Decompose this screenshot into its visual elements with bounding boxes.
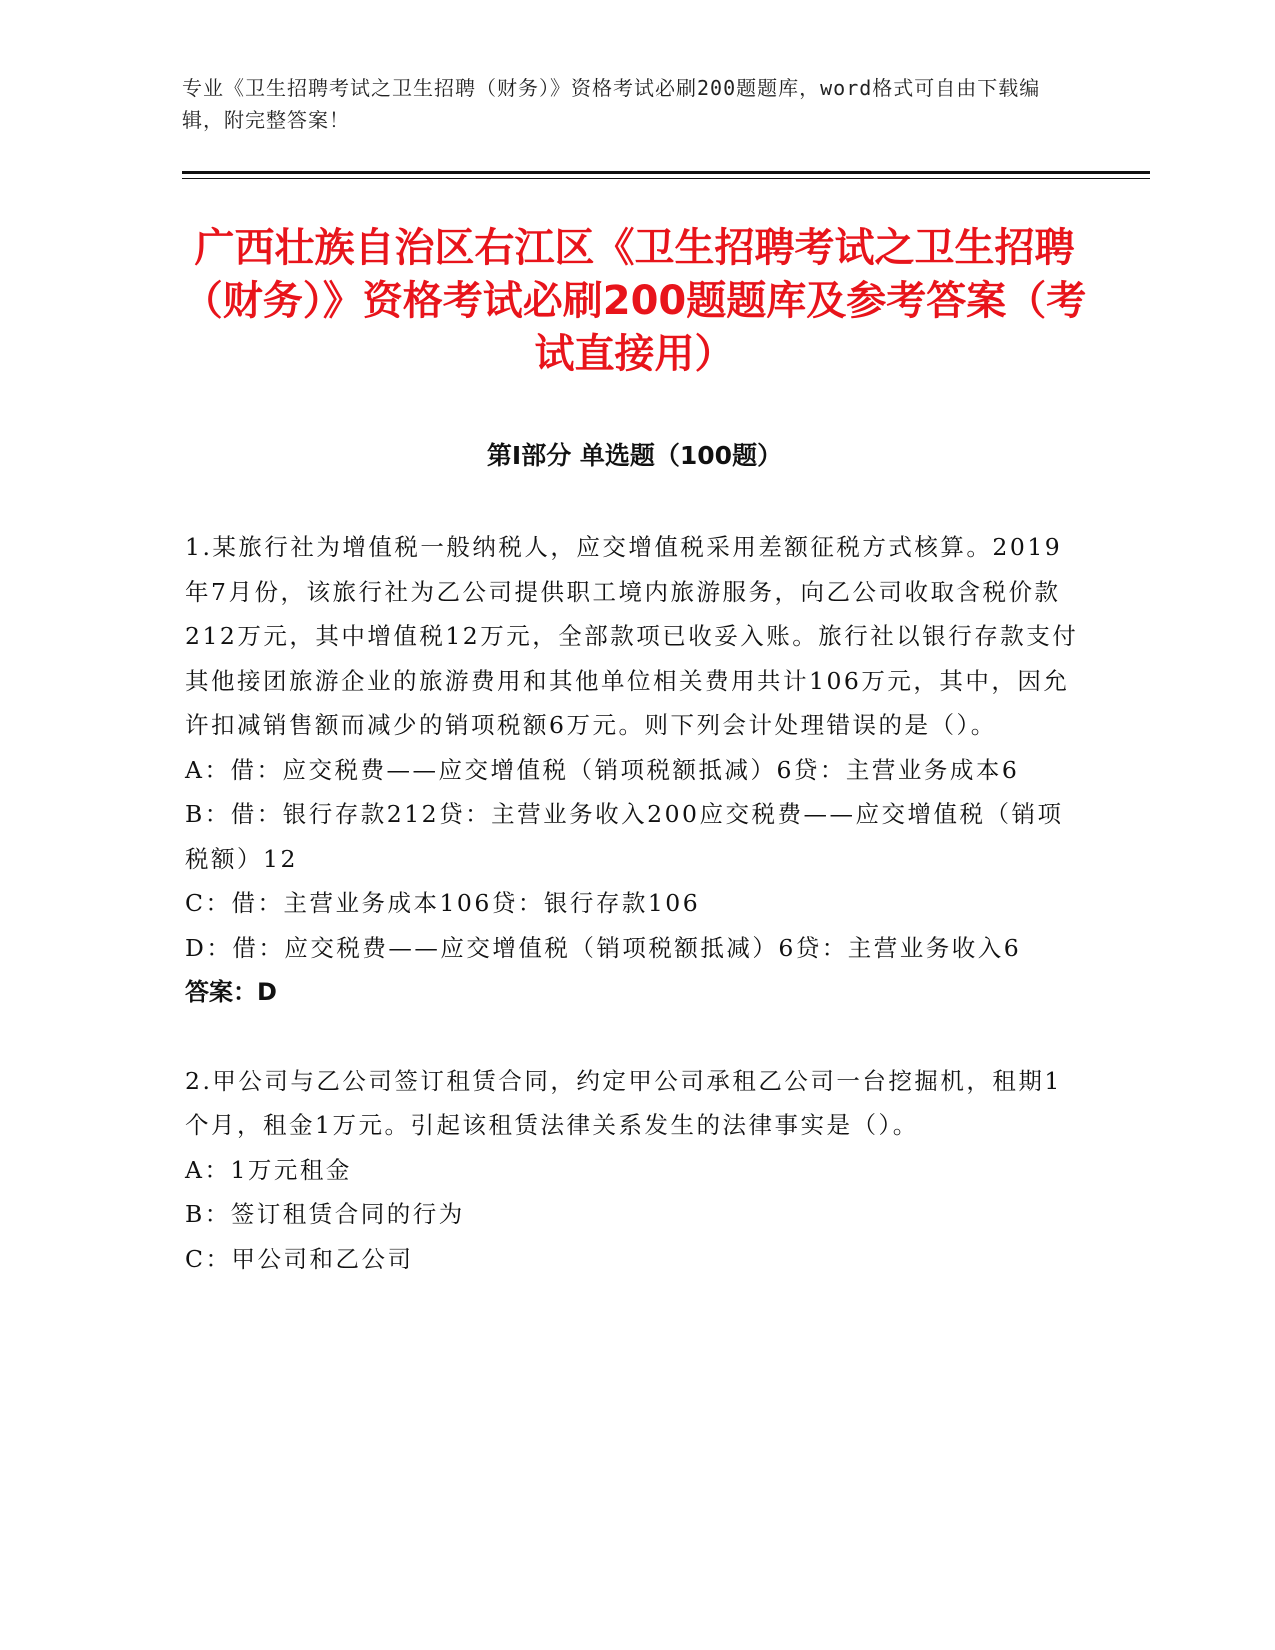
option-c: C：甲公司和乙公司: [185, 1244, 414, 1273]
header-divider-thick: [182, 171, 1150, 174]
question-list: [185, 525, 1085, 1281]
option-b: B：签订租赁合同的行为: [185, 1200, 465, 1228]
question-spacer: [185, 1015, 1085, 1059]
option-a: A：1万元租金: [185, 1155, 352, 1184]
section-heading: 第Ⅰ部分 单选题（100题）: [486, 441, 783, 470]
question-2: [185, 1059, 1085, 1282]
header-note: 专业《卫生招聘考试之卫生招聘（财务）》资格考试必刷200题题库，word格式可自由下载编辑，附完整答案！: [182, 76, 1041, 132]
option-b: B：借：银行存款212贷：主营业务收入200应交税费——应交增值税（销项税额）12: [185, 800, 1064, 873]
answer-label: 答案：D: [185, 978, 277, 1006]
option-d: D：借：应交税费——应交增值税（销项税额抵减）6贷：主营业务收入6: [185, 933, 1022, 962]
document-title: 广西壮族自治区右江区《卫生招聘考试之卫生招聘（财务）》资格考试必刷200题题库及参考答案（考试直接用）: [182, 225, 1087, 377]
question-1: [185, 525, 1085, 1015]
option-a: A：借：应交税费——应交增值税（销项税额抵减）6贷：主营业务成本6: [185, 755, 1020, 784]
question-text: 1.某旅行社为增值税一般纳税人，应交增值税采用差额征税方式核算。2019年7月份，该旅行社为乙公司提供职工境内旅游服务，向乙公司收取含税价款212万元，其中增值税12万元，全部款项已收妥入账。旅行社以银行存款支付其他接团旅游企业的旅游费用和其他单位相关费用共计106万元，其中，因允许扣减销售额而减少的销项税额6万元。则下列会计处理错误的是（）。: [185, 533, 1079, 739]
question-text: 2.甲公司与乙公司签订租赁合同，约定甲公司承租乙公司一台挖掘机，租期1个月，租金1万元。引起该租赁法律关系发生的法律事实是（）。: [185, 1066, 1062, 1139]
header-divider-thin: [182, 178, 1150, 179]
option-c: C：借：主营业务成本106贷：银行存款106: [185, 889, 701, 917]
